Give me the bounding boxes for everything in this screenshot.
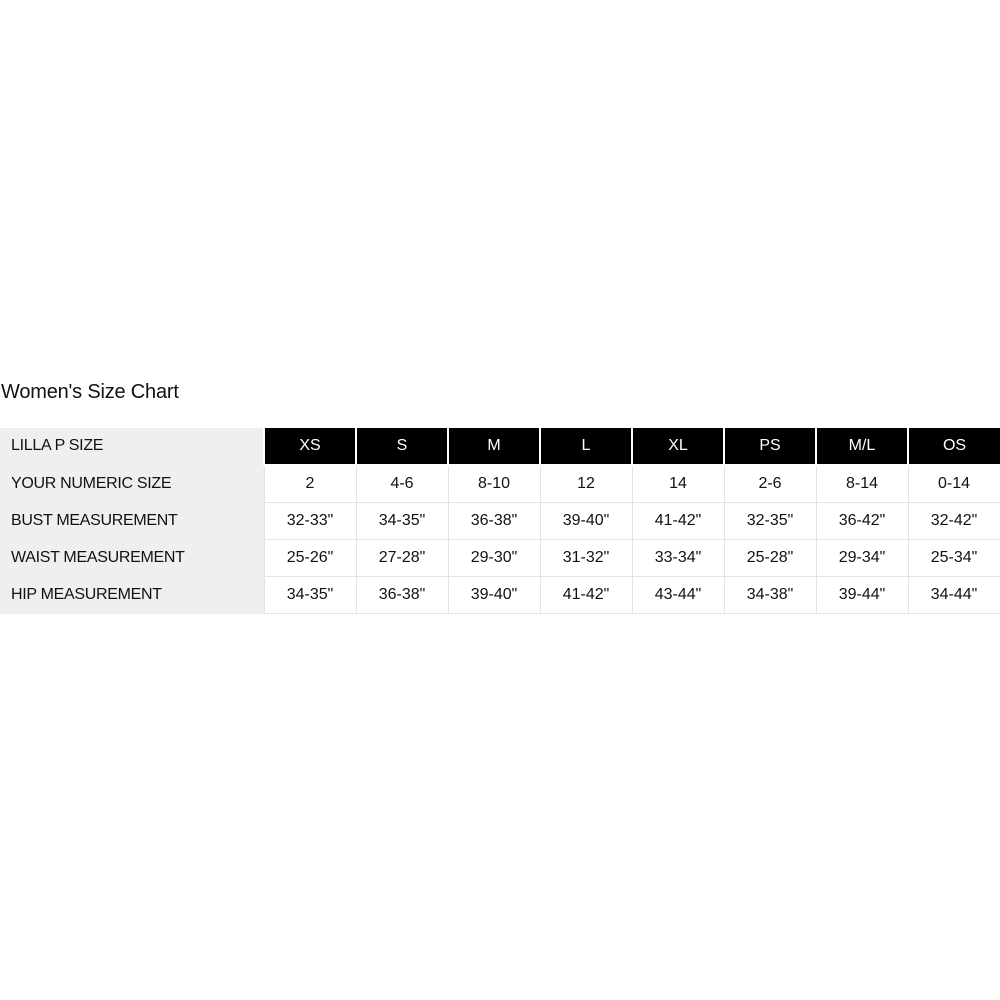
row-label: LILLA P SIZE — [0, 428, 264, 465]
table-cell: 39-40" — [448, 576, 540, 613]
table-cell: 8-14 — [816, 465, 908, 502]
table-cell: 25-28" — [724, 539, 816, 576]
table-cell: 34-35" — [356, 502, 448, 539]
size-header-cell: S — [356, 428, 448, 465]
table-cell: 36-38" — [448, 502, 540, 539]
table-cell: 32-42" — [908, 502, 1000, 539]
table-cell: 32-35" — [724, 502, 816, 539]
table-cell: 41-42" — [632, 502, 724, 539]
table-cell: 36-38" — [356, 576, 448, 613]
size-header-cell: XL — [632, 428, 724, 465]
table-cell: 39-44" — [816, 576, 908, 613]
table-row — [0, 465, 1000, 502]
page-title: Women's Size Chart — [1, 381, 179, 403]
table-cell: 43-44" — [632, 576, 724, 613]
table-cell: 25-26" — [264, 539, 356, 576]
size-header-cell: PS — [724, 428, 816, 465]
table-cell: 12 — [540, 465, 632, 502]
table-cell: 31-32" — [540, 539, 632, 576]
size-chart-table — [0, 428, 1000, 614]
table-cell: 4-6 — [356, 465, 448, 502]
size-header-cell: M — [448, 428, 540, 465]
table-cell: 34-35" — [264, 576, 356, 613]
row-label: YOUR NUMERIC SIZE — [0, 465, 264, 502]
table-cell: 39-40" — [540, 502, 632, 539]
table-cell: 29-30" — [448, 539, 540, 576]
table-cell: 27-28" — [356, 539, 448, 576]
table-cell: 29-34" — [816, 539, 908, 576]
header-row — [0, 428, 1000, 465]
table-cell: 14 — [632, 465, 724, 502]
table-row — [0, 539, 1000, 576]
table-cell: 25-34" — [908, 539, 1000, 576]
table-cell: 36-42" — [816, 502, 908, 539]
table-cell: 34-38" — [724, 576, 816, 613]
table-cell: 8-10 — [448, 465, 540, 502]
table-cell: 2-6 — [724, 465, 816, 502]
row-label: BUST MEASUREMENT — [0, 502, 264, 539]
table-row — [0, 576, 1000, 613]
row-label: WAIST MEASUREMENT — [0, 539, 264, 576]
size-header-cell: M/L — [816, 428, 908, 465]
size-header-cell: XS — [264, 428, 356, 465]
size-header-cell: L — [540, 428, 632, 465]
table-cell: 34-44" — [908, 576, 1000, 613]
table-cell: 2 — [264, 465, 356, 502]
table-cell: 41-42" — [540, 576, 632, 613]
size-header-cell: OS — [908, 428, 1000, 465]
row-label: HIP MEASUREMENT — [0, 576, 264, 613]
table-cell: 32-33" — [264, 502, 356, 539]
table-row — [0, 502, 1000, 539]
table-cell: 33-34" — [632, 539, 724, 576]
table-cell: 0-14 — [908, 465, 1000, 502]
